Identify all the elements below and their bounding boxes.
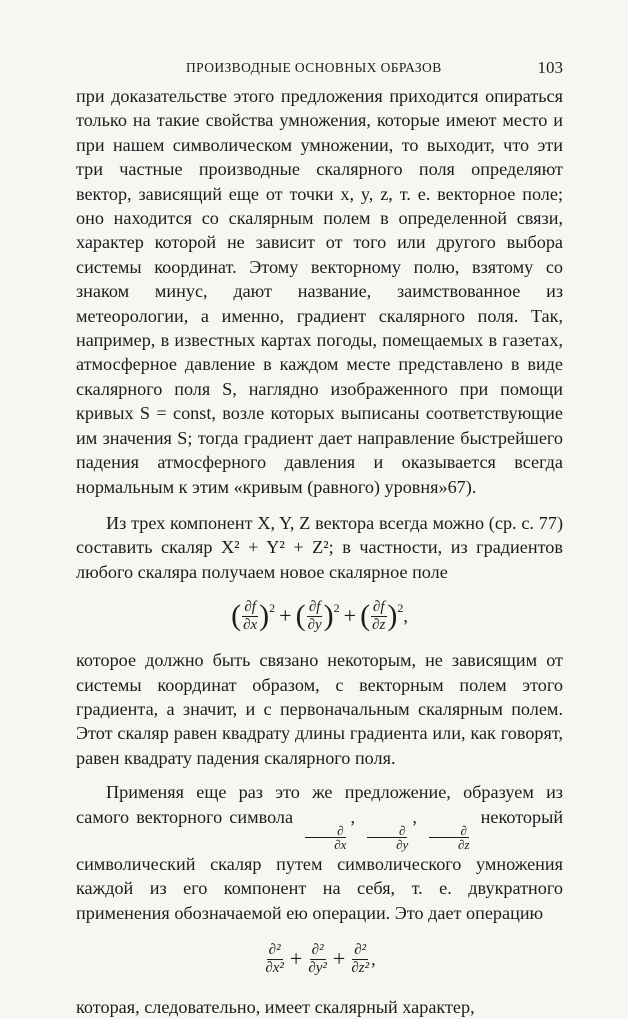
paragraph-2: Из трех компонент X, Y, Z вектора всегда можно (ср. с. 77) составить скаляр X² + Y² + Z²; в частности, из градиентов любого скаляра получаем новое скалярное поле bbox=[76, 512, 563, 582]
formula-gradient-squared: ( $\frac{\partial f}{\partial x}$ ) 2 + ( $\frac{\partial f}{\partial y}$ ) 2 + ( $\frac{\partial f}{\partial z}$ ) 2 , bbox=[231, 599, 408, 633]
body-text bbox=[76, 84, 563, 1019]
running-head: ПРОИЗВОДНЫЕ ОСНОВНЫХ ОБРАЗОВ bbox=[186, 60, 442, 75]
fraction: $\frac{\partial f}{\partial y}$ bbox=[307, 599, 322, 633]
formula-laplace-operator: $\frac{\text{∂²}}{\text{∂x²}}$ + $\frac{\text{∂²}}{\text{∂y²}}$ + $\frac{\text{∂²}}{\text{∂z²}}$ , bbox=[265, 942, 376, 976]
fraction: $\frac{\text{∂²}}{\text{∂z²}}$ bbox=[351, 942, 370, 976]
page-header bbox=[76, 58, 563, 82]
inline-fraction: $\frac{\partial}{\partial z}$ bbox=[426, 824, 471, 852]
fraction: $\frac{\text{∂²}}{\text{∂y²}}$ bbox=[308, 942, 327, 976]
inline-fraction: $\frac{\partial}{\partial y}$ bbox=[364, 824, 410, 852]
paragraph-1: при доказательстве этого предложения приходится опираться только на такие свойства умножения, которые имеют место и при нашем символическом умножении, то выходит, что эти три частные производные скалярного поля определяют вектор, зависящий еще от точки x, y, z, т. е. векторное поле; оно находится со скалярным полем в определенной связи, характер которой не зависит от того или другого выбора системы координат. Этому векторному полю, взятому со знаком минус, дают название, заимствованное из метеорологии, а именно, градиент скалярного поля. Так, например, в известных картах погоды, помещаемых в газетах, атмосферное давление в каждом месте представлено в виде скалярного поля S, наглядно изображенного при помощи кривых S = const, возле которых выписаны соответствующие им значения S; тогда градиент дает направление быстрейшего падения атмосферного давления и оказывается всегда нормальным к этим «кривым (равного) уровня»67). bbox=[76, 86, 563, 497]
paragraph-3: которое должно быть связано некоторым, не зависящим от системы координат образом, с векторным полем этого градиента, а значит, и с первоначальным скалярным полем. Этот скаляр равен квадрату длины градиента или, как говорят, равен квадрату падения скалярного поля. bbox=[76, 650, 563, 768]
inline-fraction: $\frac{\partial}{\partial x}$ bbox=[302, 824, 348, 852]
paragraph-5: которая, следовательно, имеет скалярный характер, bbox=[76, 997, 475, 1018]
page-number: 103 bbox=[537, 58, 563, 77]
paragraph-4: Применяя еще раз это же предложение, образуем из самого векторного символа $\frac{\partial}{\partial x}$ , $\frac{\partial}{\partial y}$ , $\frac{\partial}{\partial z}$ некоторый символический скаляр путем символического умножения каждой из его компонент на себя, т. е. двукратного применения обозначаемой ею операции. Это дает операцию bbox=[76, 782, 564, 923]
fraction: $\frac{\text{∂²}}{\text{∂x²}}$ bbox=[265, 942, 284, 976]
fraction: $\frac{\partial f}{\partial x}$ bbox=[243, 599, 258, 633]
fraction: $\frac{\partial f}{\partial z}$ bbox=[372, 599, 386, 633]
